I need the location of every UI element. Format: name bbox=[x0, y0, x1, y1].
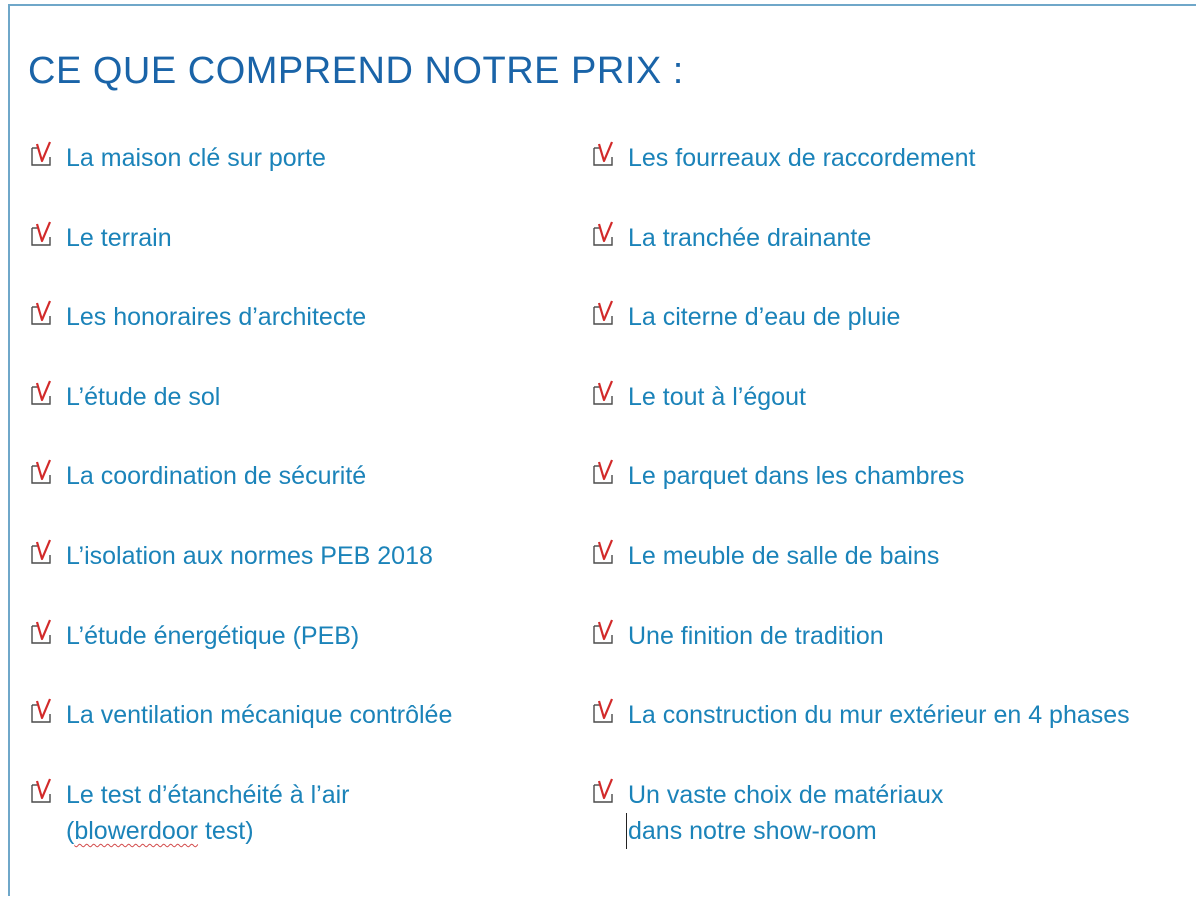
item-label: La maison clé sur porte bbox=[66, 144, 326, 172]
item-label: Une finition de tradition bbox=[628, 621, 884, 650]
item-label: Les fourreaux de raccordement bbox=[628, 144, 976, 172]
checkbox-checked-icon bbox=[28, 537, 56, 567]
checkbox-checked-icon bbox=[28, 696, 56, 726]
list-item bbox=[28, 379, 568, 459]
list-item bbox=[590, 458, 1190, 538]
item-label: Le parquet dans les chambres bbox=[628, 462, 965, 491]
list-item bbox=[28, 220, 568, 300]
checkbox-checked-icon bbox=[590, 776, 618, 806]
list-item bbox=[28, 538, 568, 618]
item-label: Le test d’étanchéité à l’air bbox=[66, 780, 350, 809]
list-item bbox=[590, 379, 1190, 459]
item-label-line2[interactable]: dans notre show-room bbox=[626, 813, 943, 849]
item-label: Le meuble de salle de bains bbox=[628, 541, 940, 570]
item-label: La construction du mur extérieur en 4 phases bbox=[628, 701, 1130, 730]
list-item bbox=[28, 140, 568, 220]
list-item bbox=[590, 618, 1190, 698]
list-item bbox=[28, 697, 568, 777]
item-label: Le terrain bbox=[66, 223, 172, 252]
checkbox-checked-icon bbox=[590, 696, 618, 726]
checkbox-checked-icon bbox=[28, 139, 56, 169]
included-list-right bbox=[590, 140, 1190, 856]
checkbox-checked-icon bbox=[590, 457, 618, 487]
list-item bbox=[590, 538, 1190, 618]
list-item bbox=[28, 458, 568, 538]
checkbox-checked-icon bbox=[28, 776, 56, 806]
list-item bbox=[590, 299, 1190, 379]
item-label: La citerne d’eau de pluie bbox=[628, 303, 901, 332]
list-item bbox=[590, 220, 1190, 300]
checkbox-checked-icon bbox=[28, 298, 56, 328]
spellcheck-underline[interactable]: blowerdoor bbox=[74, 816, 199, 845]
item-label: L’isolation aux normes PEB 2018 bbox=[66, 541, 433, 570]
item-label: La coordination de sécurité bbox=[66, 462, 367, 491]
item-label: Le tout à l’égout bbox=[628, 382, 806, 411]
list-item bbox=[590, 140, 1190, 220]
item-label: Les honoraires d’architecte bbox=[66, 303, 367, 332]
item-label-line2: (blowerdoor test) bbox=[66, 816, 254, 845]
list-item bbox=[590, 697, 1190, 777]
checkbox-checked-icon bbox=[590, 617, 618, 647]
page-title: CE QUE COMPREND NOTRE PRIX : bbox=[28, 50, 684, 92]
list-item bbox=[28, 618, 568, 698]
checkbox-checked-icon bbox=[28, 617, 56, 647]
item-label: L’étude de sol bbox=[66, 382, 221, 411]
checkbox-checked-icon bbox=[28, 378, 56, 408]
checkbox-checked-icon bbox=[28, 219, 56, 249]
item-label: La ventilation mécanique contrôlée bbox=[66, 701, 453, 730]
item-label: La tranchée drainante bbox=[628, 223, 872, 252]
included-list-left bbox=[28, 140, 568, 856]
list-item bbox=[590, 777, 1190, 857]
checkbox-checked-icon bbox=[28, 457, 56, 487]
checkbox-checked-icon bbox=[590, 537, 618, 567]
list-item bbox=[28, 299, 568, 379]
list-item bbox=[28, 777, 568, 857]
checkbox-checked-icon bbox=[590, 298, 618, 328]
item-label: L’étude énergétique (PEB) bbox=[66, 621, 360, 650]
checkbox-checked-icon bbox=[590, 378, 618, 408]
item-label: Un vaste choix de matériaux bbox=[628, 780, 944, 809]
checkbox-checked-icon bbox=[590, 219, 618, 249]
checkbox-checked-icon bbox=[590, 139, 618, 169]
